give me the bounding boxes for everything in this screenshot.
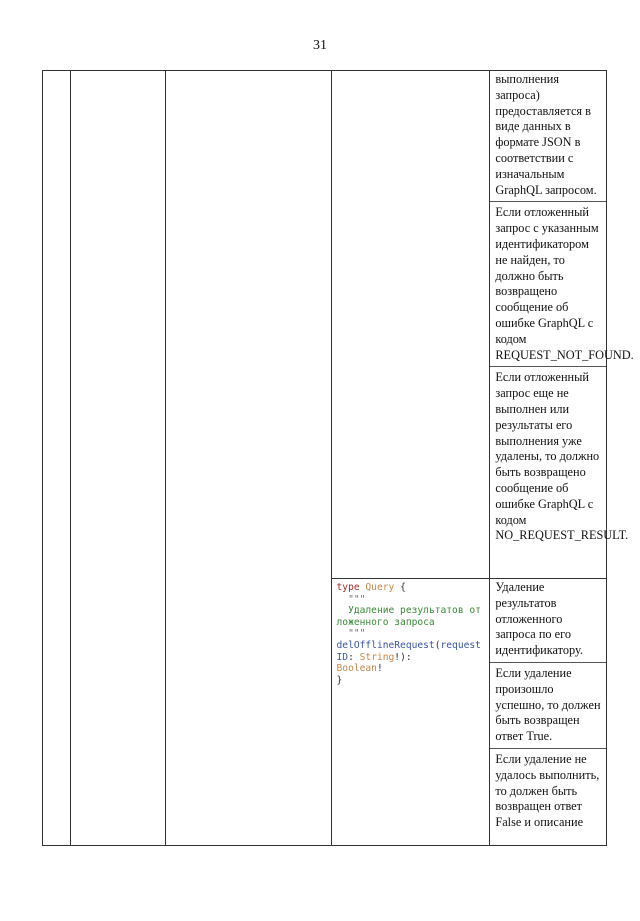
page-number: 31 <box>313 38 327 53</box>
table-row <box>43 71 607 579</box>
table-cell-description <box>490 579 607 846</box>
graphql-code-block: type Query { """ Удаление результатов отложенного запроса """ delOfflineRequest(requestID: String!): Boolean! } <box>336 582 481 686</box>
description-paragraph: Если удаление не удалось выполнить, то должен быть возвращен ответ False и описание <box>490 748 606 834</box>
requirements-table <box>42 70 634 846</box>
description-paragraph: Если отложенный запрос еще не выполнен или результаты его выполнения уже удалены, то должно быть возвращено сообщение об ошибке GraphQL с кодом NO_REQUEST_RESULT. <box>490 366 606 547</box>
description-paragraph: выполнения запроса) предоставляется в виде данных в формате JSON в соответствии с изначальным GraphQL запросом. <box>495 72 597 197</box>
description-paragraph: Если удаление произошло успешно, то должен быть возвращен ответ True. <box>490 662 606 748</box>
table-cell-code <box>331 71 490 579</box>
table-cell-number <box>43 71 71 846</box>
table-cell-code <box>331 579 490 846</box>
code-function-name: delOfflineRequest <box>336 639 435 651</box>
table-cell-purpose <box>165 71 331 846</box>
table-cell-name <box>71 71 166 846</box>
description-paragraph: Удаление результатов отложенного запроса по его идентификатору. <box>495 580 584 658</box>
code-comment: Удаление результатов отложенного запроса <box>336 605 481 628</box>
description-paragraph: Если отложенный запрос с указанным идентификатором не найден, то должно быть возвращено сообщение об ошибке GraphQL с кодом REQUEST_NOT_FOUND. <box>490 201 606 366</box>
table-cell-description <box>490 71 634 579</box>
